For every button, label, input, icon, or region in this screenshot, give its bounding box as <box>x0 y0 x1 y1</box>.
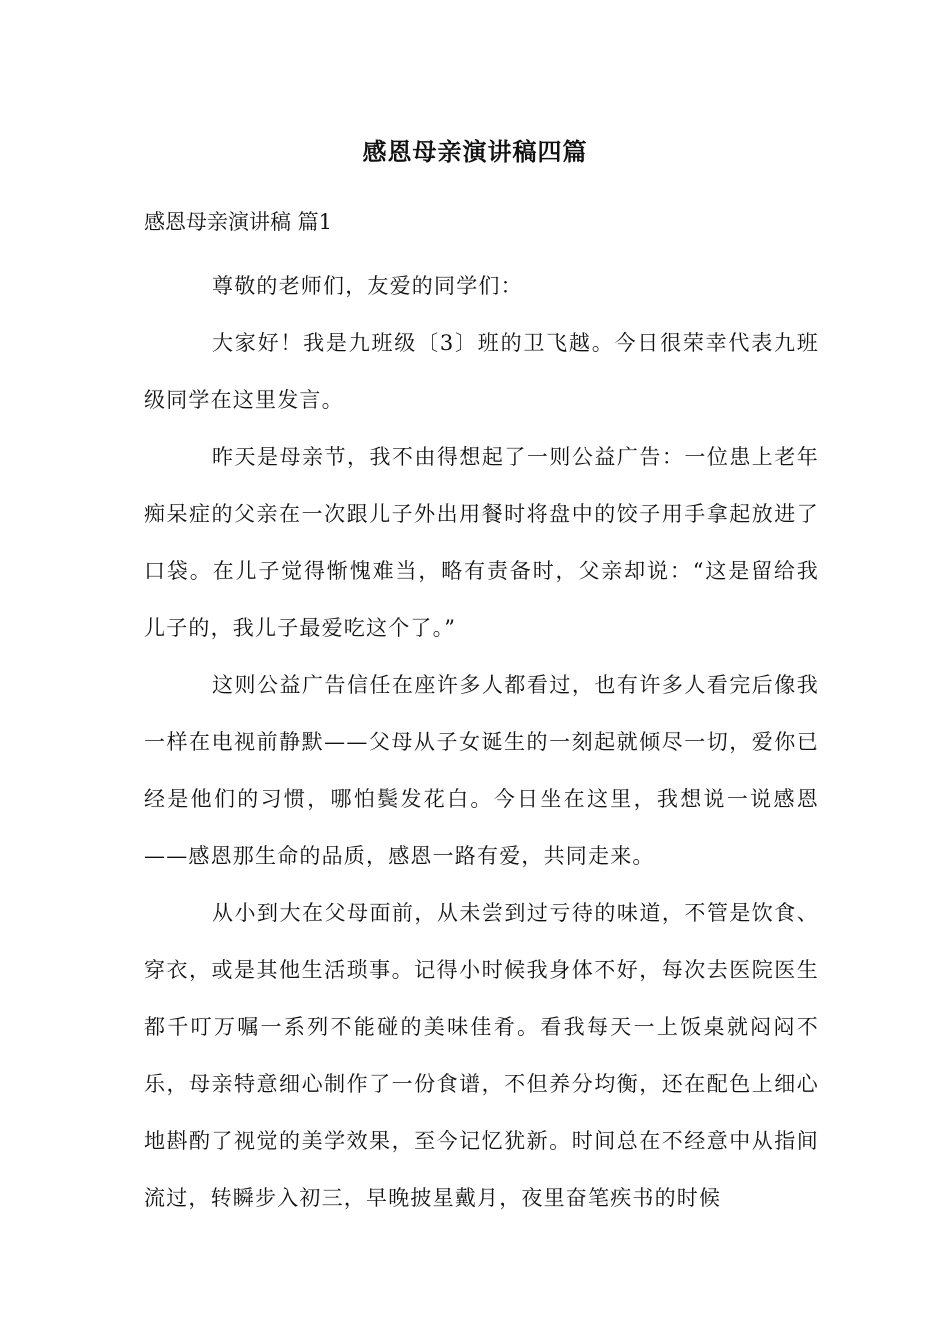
paragraph-reflection: 这则公益广告信任在座许多人都看过，也有许多人看完后像我一样在电视前静默——父母从子女诞生的一刻起就倾尽一切，爱你已经是他们的习惯，哪怕鬓发花白。今日坐在这里，我想说一说感恩——感恩那生命的品质，感恩一路有爱，共同走来。 <box>144 673 819 868</box>
section-heading: 感恩母亲演讲稿 篇1 <box>144 210 333 234</box>
document-title: 感恩母亲演讲稿四篇 <box>362 137 588 166</box>
paragraph-greeting: 大家好！我是九班级〔3〕班的卫飞越。今日很荣幸代表九班级同学在这里发言。 <box>144 331 819 412</box>
document-body <box>144 258 819 1227</box>
paragraph-childhood: 从小到大在父母面前，从未尝到过亏待的味道，不管是饮食、穿衣，或是其他生活琐事。记得小时候我身体不好，每次去医院医生都千叮万嘱一系列不能碰的美味佳肴。看我每天一上饭桌就闷闷不乐，母亲特意细心制作了一份食谱，不但养分均衡，还在配色上细心地斟酌了视觉的美学效果，至今记忆犹新。时间总在不经意中从指间流过，转瞬步入初三，早晚披星戴月，夜里奋笔疾书的时候 <box>144 901 819 1210</box>
paragraph-advertisement: 昨天是母亲节，我不由得想起了一则公益广告：一位患上老年痴呆症的父亲在一次跟儿子外出用餐时将盘中的饺子用手拿起放进了口袋。在儿子觉得惭愧难当，略有责备时，父亲却说：“这是留给我儿子的，我儿子最爱吃这个了。” <box>144 445 819 640</box>
paragraph-salutation: 尊敬的老师们，友爱的同学们： <box>212 274 523 298</box>
